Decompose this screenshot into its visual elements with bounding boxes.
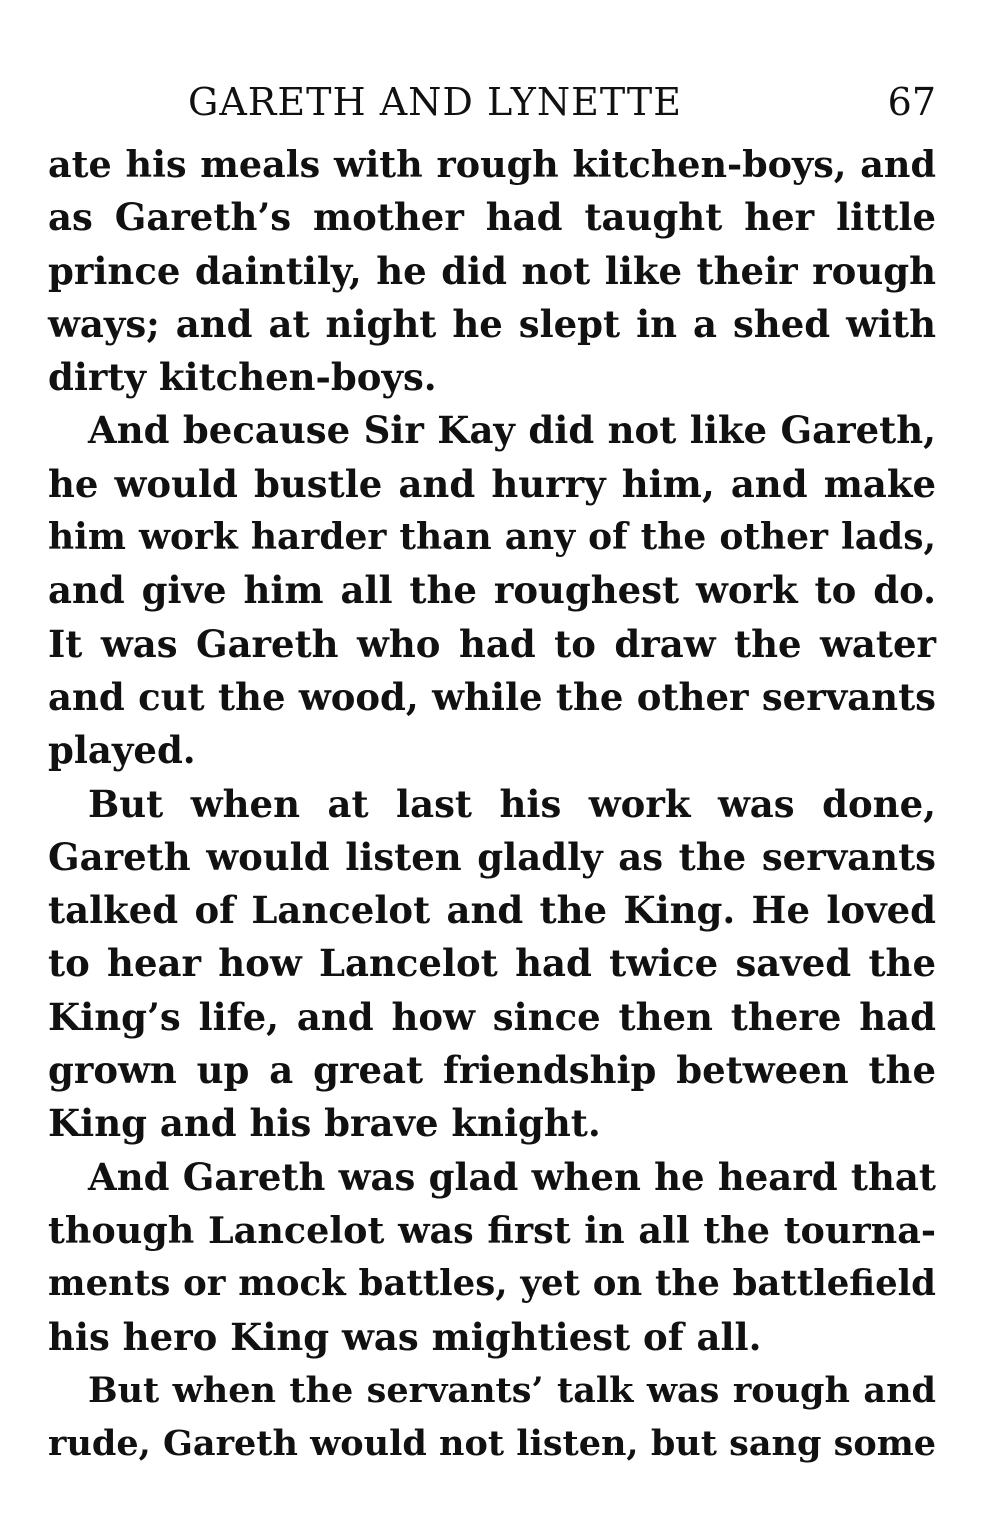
text-line: King’s life, and how since then there had: [48, 994, 936, 1039]
text-line: him work harder than any of the other lads,: [48, 516, 936, 559]
running-head: [48, 72, 936, 132]
text-line: And Gareth was glad when he heard that: [88, 1154, 936, 1199]
text-line: he would bustle and hurry him, and make: [48, 461, 936, 506]
running-title: GARETH AND LYNETTE: [188, 80, 682, 124]
text-line: grown up a great friendship between the: [48, 1048, 936, 1093]
page-number: 67: [887, 80, 936, 124]
text-line: talked of Lancelot and the King. He loved: [48, 888, 936, 933]
text-line: dirty kitchen-boys.: [48, 355, 437, 400]
text-line: But when at last his work was done,: [88, 781, 936, 826]
text-line: It was Gareth who had to draw the water: [48, 621, 936, 666]
text-line: his hero King was mightiest of all.: [48, 1314, 762, 1359]
text-line: But when the servants’ talk was rough and: [88, 1369, 936, 1411]
text-line: played.: [48, 728, 196, 773]
text-line: ate his meals with rough kitchen-boys, and: [48, 143, 936, 186]
text-line: ways; and at night he slept in a shed with: [48, 301, 936, 346]
text-line: to hear how Lancelot had twice saved the: [48, 941, 936, 986]
text-line: Gareth would listen gladly as the servants: [48, 834, 936, 879]
text-line: though Lancelot was first in all the tourna-: [48, 1208, 936, 1252]
text-line: prince daintily, he did not like their rough: [48, 248, 936, 293]
text-line: and give him all the roughest work to do.: [48, 568, 936, 613]
text-line: as Gareth’s mother had taught her little: [48, 195, 936, 240]
text-line: and cut the wood, while the other servants: [48, 674, 936, 719]
text-line: rude, Gareth would not listen, but sang some: [48, 1423, 936, 1465]
text-line: King and his brave knight.: [48, 1101, 601, 1146]
body-text: [48, 138, 936, 1470]
text-line: ments or mock battles, yet on the battlefield: [48, 1263, 936, 1305]
text-line: And because Sir Kay did not like Gareth,: [88, 408, 936, 453]
